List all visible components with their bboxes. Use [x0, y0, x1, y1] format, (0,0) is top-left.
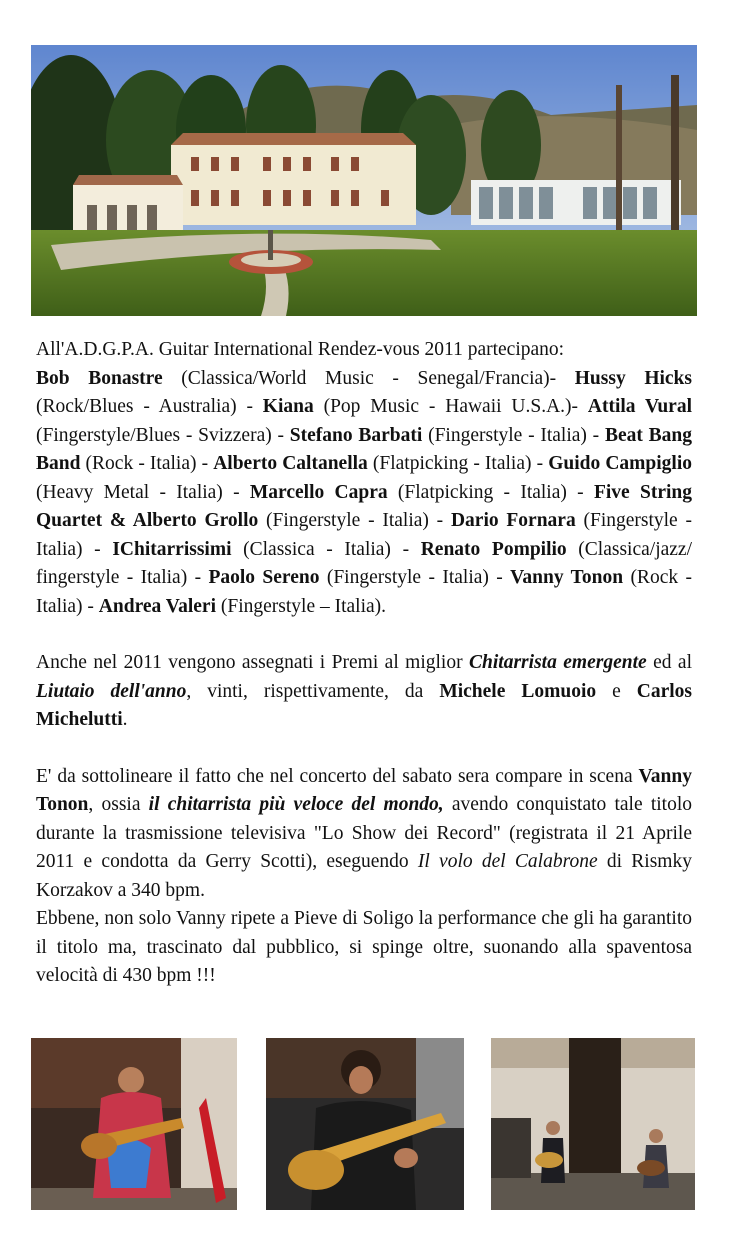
artist-genre: (Fingerstyle/Blues - Svizzera) -: [36, 424, 290, 446]
artist-genre: (Flatpicking - Italia) -: [387, 481, 594, 503]
followup-text: Ebbene, non solo Vanny ripete a Pieve di Soligo la performance che gli ha garantito il titolo ma, trascinato dal pubblico, si spinge oltre, suonando alla spaventosa velocità di 430 bpm !!!: [36, 908, 692, 986]
artist-genre: (Rock - Italia) -: [36, 567, 692, 617]
artist-name: Guido Campiglio: [548, 453, 692, 474]
prize-luthier-of-year: Liutaio dell'anno: [36, 680, 187, 702]
artist-name: Beat Bang Band: [36, 424, 692, 474]
intro-line: All'A.D.G.P.A. Guitar International Rendez-vous 2011 partecipano:: [36, 339, 565, 360]
winner-name: Michele Lomuoio: [439, 680, 597, 702]
artist-genre: (Rock - Italia) -: [80, 453, 214, 474]
awards-text: e: [596, 680, 637, 702]
artist-name: Hussy Hicks: [574, 367, 692, 389]
performer-photo-left: [31, 1038, 237, 1210]
artist-genre: (Classica/jazz/ fingerstyle - Italia) -: [36, 538, 693, 588]
artist-genre: (Pop Music - Hawaii U.S.A.)-: [313, 396, 588, 417]
record-text: E' da sottolineare il fatto che nel concerto del sabato sera compare in scena: [36, 765, 639, 787]
artist-name: IChitarrissimi: [112, 538, 232, 560]
performer-photo-center: [266, 1038, 464, 1210]
artist-name: Stefano Barbati: [289, 424, 423, 446]
artist-name: Bob Bonastre: [36, 367, 163, 389]
artist-genre: (Fingerstyle - Italia) -: [319, 567, 511, 588]
awards-text: .: [122, 709, 128, 730]
villa-panorama-photo: [31, 45, 697, 316]
artist-genre: (Fingerstyle - Italia) -: [258, 510, 451, 531]
artist-genre: (Fingerstyle - Italia) -: [422, 424, 605, 446]
record-artist-name: Vanny Tonon: [36, 765, 692, 815]
record-title: il chitarrista più veloce del mondo,: [148, 794, 444, 815]
artist-name: Attila Vural: [587, 396, 693, 417]
record-text: di Rismky Korzakov a 340 bpm.: [36, 851, 692, 901]
artist-genre: (Flatpicking - Italia) -: [367, 453, 549, 474]
artist-genre: (Heavy Metal - Italia) -: [36, 481, 250, 503]
participants-paragraph: [36, 336, 692, 621]
artist-name: Five String Quartet & Alberto Grollo: [36, 481, 693, 531]
artist-name: Paolo Sereno: [208, 567, 320, 588]
awards-text: Anche nel 2011 vengono assegnati i Premi al miglior: [36, 652, 470, 673]
winner-name: Carlos Michelutti: [36, 680, 693, 730]
record-text: avendo conquistato tale titolo durante la trasmissione televisiva "Lo Show dei Record" (registrata il 21 Aprile 2011 e condotta da Gerry Scotti), eseguendo: [36, 794, 692, 872]
awards-text: , vinti, rispettivamente, da: [186, 680, 440, 702]
awards-paragraph: [36, 649, 692, 735]
artist-name: Marcello Capra: [249, 481, 388, 503]
artist-genre: (Rock/Blues - Australia) -: [36, 396, 263, 417]
article-text: [36, 336, 692, 991]
awards-text: ed al: [646, 652, 693, 673]
record-text: , ossia: [88, 794, 149, 815]
artist-name: Renato Pompilio: [420, 538, 567, 560]
artist-genre: (Classica/World Music - Senegal/Francia)-: [162, 367, 575, 389]
performer-photo-right: [491, 1038, 695, 1210]
artist-name: Andrea Valeri: [98, 595, 216, 617]
artist-name: Dario Fornara: [450, 510, 576, 531]
artist-name: Alberto Caltanella: [213, 453, 368, 474]
artist-genre: (Fingerstyle - Italia) -: [36, 510, 692, 560]
artist-genre: (Fingerstyle – Italia).: [216, 595, 387, 617]
record-paragraph: [36, 763, 692, 991]
artist-name: Kiana: [262, 396, 314, 417]
artist-list: [36, 368, 692, 617]
prize-emerging-guitarist: Chitarrista emergente: [469, 652, 647, 673]
artist-genre: (Classica - Italia) -: [231, 538, 421, 560]
artist-name: Vanny Tonon: [510, 567, 624, 588]
piece-title: Il volo del Calabrone: [417, 851, 598, 872]
